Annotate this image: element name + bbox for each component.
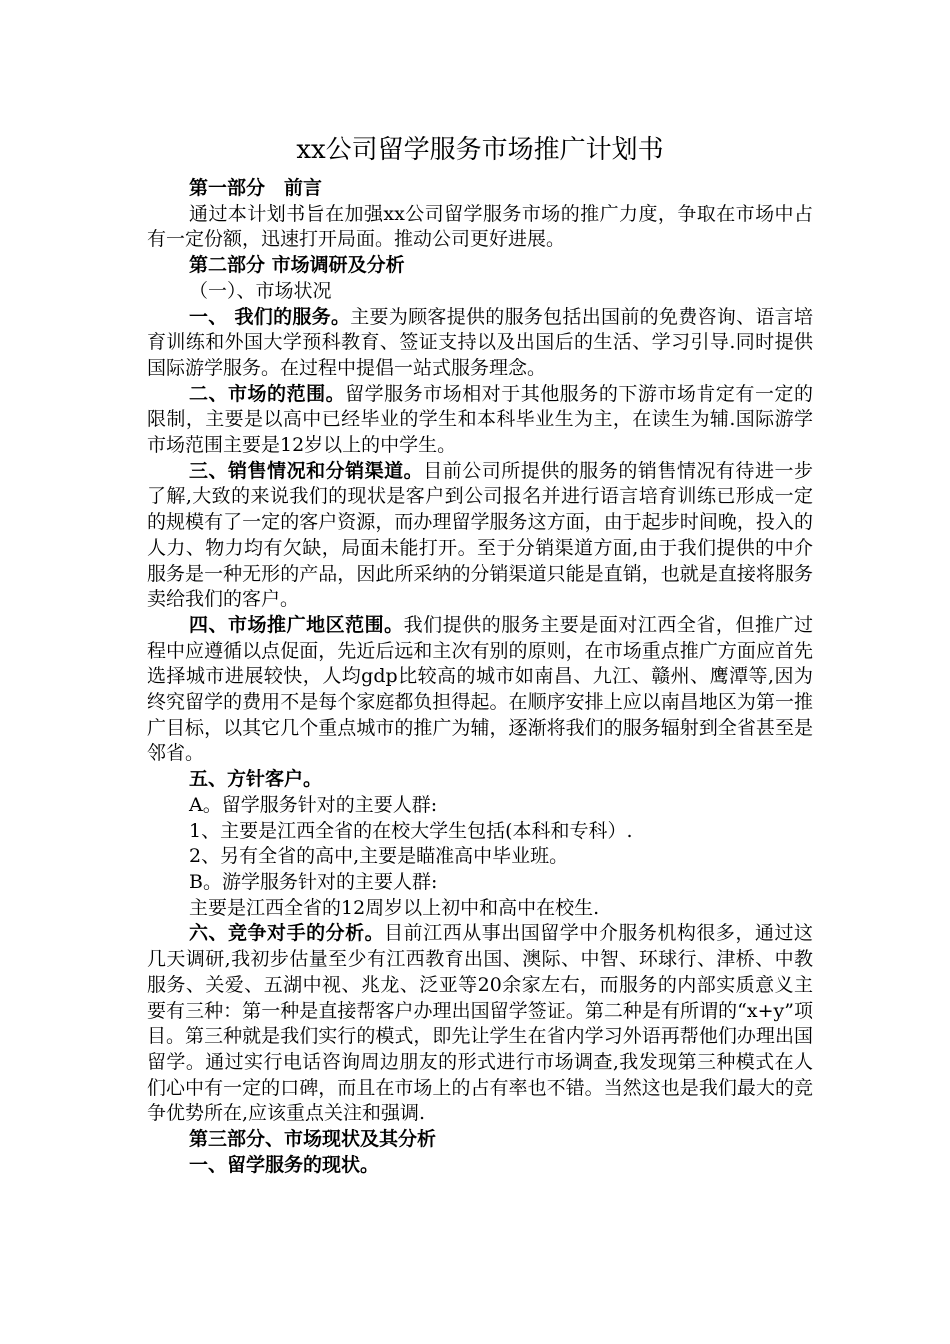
section-competitor-analysis [147,921,813,1127]
part3-section-title: 一、留学服务的现状。 [189,1153,380,1176]
section-target-customers-title: 五、方针客户。 [189,768,323,791]
list-item: 2、另有全省的高中,主要是瞄准高中毕业班。 [189,845,569,868]
list-item: B。游学服务针对的主要人群: [189,870,438,893]
section-market-scope [147,382,813,459]
section-promotion-area [147,613,813,767]
part2-heading: 第二部分 市场调研及分析 [189,254,405,277]
part1-heading: 第一部分 前言 [189,177,323,199]
section-title: 一、 我们的服务。 [189,305,351,328]
section-body: 目前江西从事出国留学中介服务机构很多，通过这几天调研,我初步估量至少有江西教育出国、澳际、中智、环球行、津桥、中教服务、关爱、五湖中视、兆龙、泛亚等20余家左右，而服务的内部实质意义主要有三种：第一种是直接帮客户办理出国留学签证。第二种是有所谓的“x+y”项目。第三种就是我们实行的模式，即先让学生在省内学习外语再帮他们办理出国留学。通过实行电话咨询周边朋友的形式进行市场调查,我发现第三种模式在人们心中有一定的口碑，而且在市场上的占有率也不错。当然这也是我们最大的竞争优势所在,应该重点关注和强调. [147,922,813,1125]
section-title: 二、市场的范围。 [189,382,346,405]
section-title: 三、销售情况和分销渠道。 [189,459,424,482]
section-body: 留学服务市场相对于其他服务的下游市场肯定有一定的限制，主要是以高中已经毕业的学生和本科毕业生为主，在读生为辅.国际游学市场范围主要是12岁以上的中学生。 [147,382,813,457]
document-title: xx公司留学服务市场推广计划书 [296,135,664,165]
section-body: 目前公司所提供的服务的销售情况有待进一步了解,大致的来说我们的现状是客户到公司报名并进行语言培育训练已形成一定的规模有了一定的客户资源，而办理留学服务这方面，由于起步时间晚，投入的人力、物力均有欠缺，局面未能打开。至于分销渠道方面,由于我们提供的中介服务是一种无形的产品，因此所采纳的分销渠道只能是直销，也就是直接将服务卖给我们的客户。 [147,459,813,611]
list-item: 1、主要是江西全省的在校大学生包括(本科和专科）. [189,819,633,842]
document-body [147,130,813,1178]
subsection-heading: （一）、市场状况 [189,279,332,302]
section-body: 主要为顾客提供的服务包括出国前的免费咨询、语言培育训练和外国大学预科教育、签证支持以及出国后的生活、学习引导.同时提供国际游学服务。在过程中提倡一站式服务理念。 [147,305,813,379]
section-title: 四、市场推广地区范围。 [189,613,404,636]
section-title: 六、竞争对手的分析。 [189,922,385,945]
section-sales-channels [147,459,813,613]
section-our-services [147,305,813,382]
list-item: 主要是江西全省的12周岁以上初中和高中在校生. [189,896,600,919]
part3-heading: 第三部分、市场现状及其分析 [189,1128,437,1151]
section-body: 我们提供的服务主要是面对江西全省，但推广过程中应遵循以点促面，先近后远和主次有别的原则，在市场重点推广方面应首先选择城市进展较快，人均gdp比较高的城市如南昌、九江、赣州、鹰潭等,因为终究留学的费用不是每个家庭都负担得起。在顺序安排上应以南昌地区为第一推广目标，以其它几个重点城市的推广为辅，逐渐将我们的服务辐射到全省甚至是邻省。 [147,613,813,765]
list-item: A。留学服务针对的主要人群: [189,793,438,816]
intro-paragraph: 通过本计划书旨在加强xx公司留学服务市场的推广力度，争取在市场中占有一定份额，迅速打开局面。推动公司更好进展。 [147,202,813,251]
